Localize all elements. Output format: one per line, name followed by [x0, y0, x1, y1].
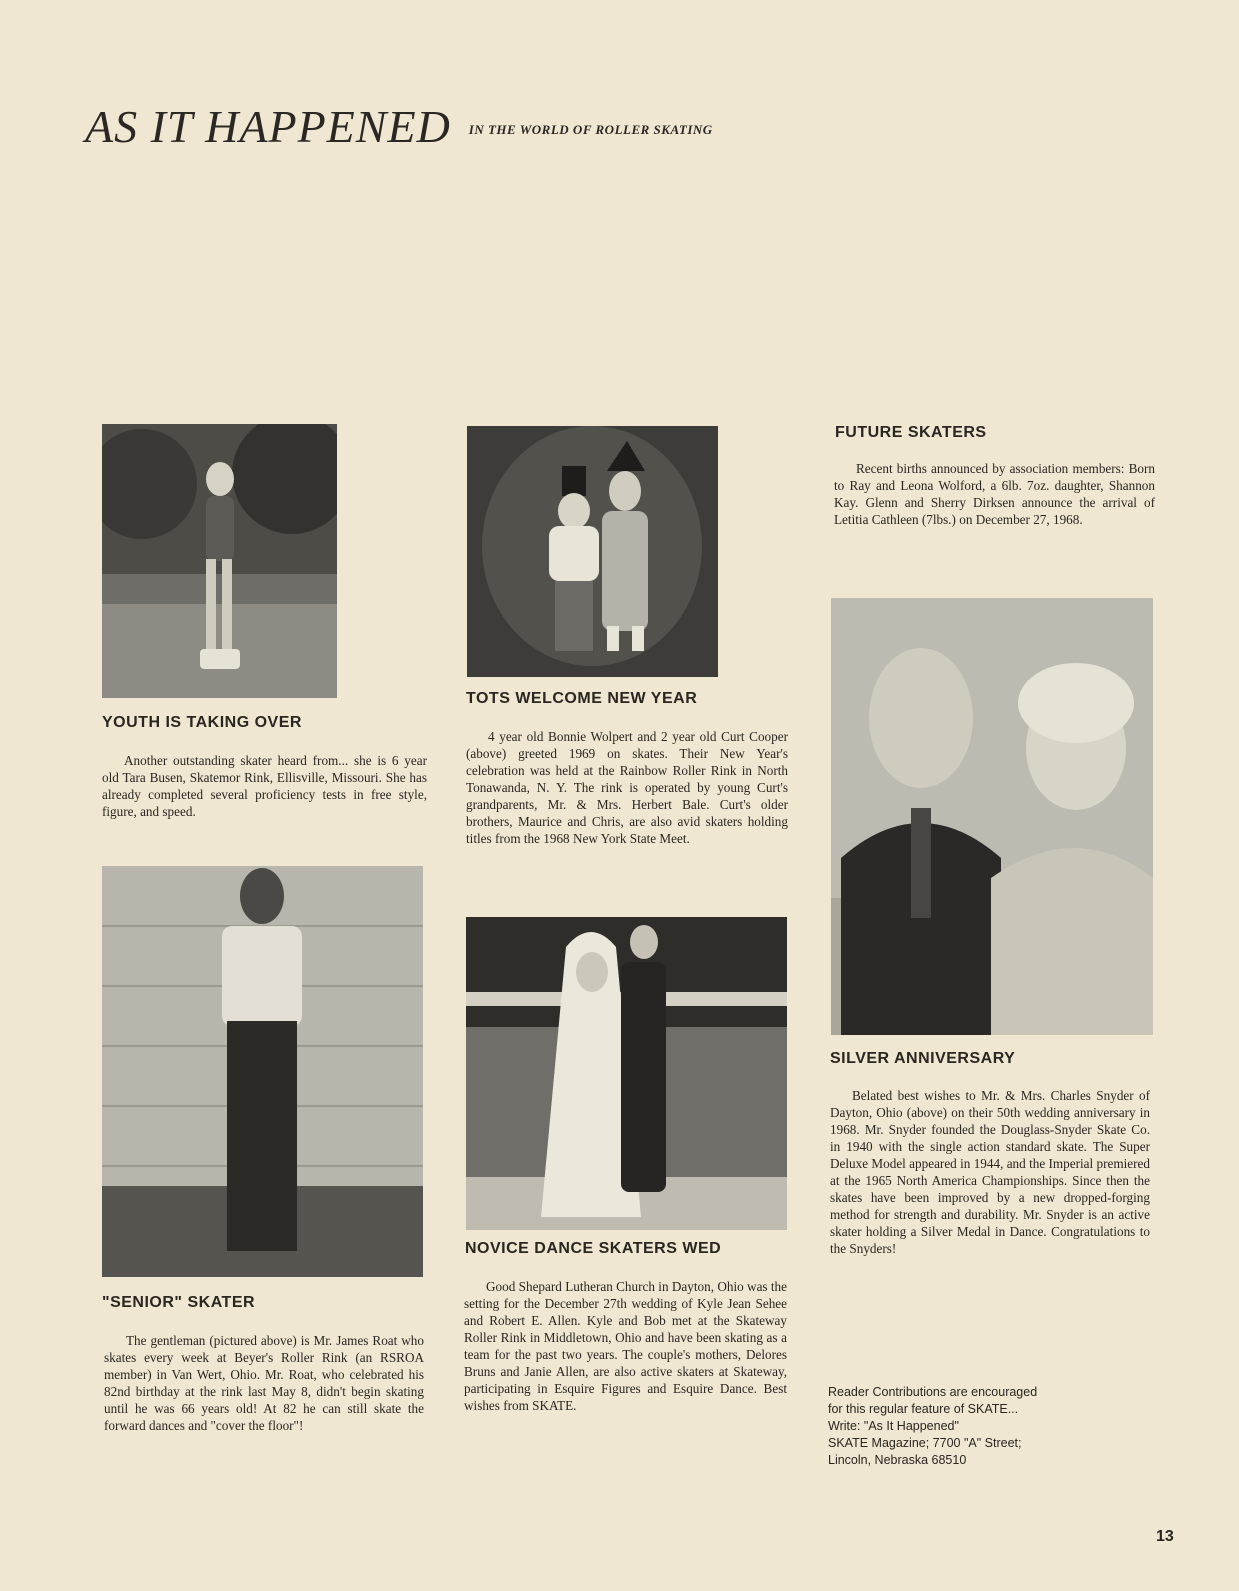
- heading-silver: SILVER ANNIVERSARY: [830, 1050, 1016, 1067]
- masthead: [85, 100, 713, 153]
- heading-tots: TOTS WELCOME NEW YEAR: [466, 690, 698, 707]
- photo-snyder-couple: [831, 598, 1153, 1035]
- body-tots: 4 year old Bonnie Wolpert and 2 year old Curt Cooper (above) greeted 1969 on skates. Their New Year's celebration was held at the Rainbow Roller Rink in North Tonawanda, N. Y. The rink is operated by young Curt's grandparents, Mr. & Mrs. Herbert Bale. Curt's older brothers, Maurice and Chris, are also avid skaters holding titles from the 1968 New York State Meet.: [466, 729, 788, 846]
- contrib-line-1: Reader Contributions are encouraged: [828, 1385, 1038, 1399]
- contrib-line-2: for this regular feature of SKATE...: [828, 1402, 1019, 1416]
- body-wed: Good Shepard Lutheran Church in Dayton, Ohio was the setting for the December 27th wedding of Kyle Jean Sehee and Robert E. Allen. Kyle and Bob met at the Skateway Roller Rink in Middletown, Ohio and have been skating as a team for the past two years. The couple's mothers, Delores Bruns and Janie Allen, are also active skaters at Skateway, participating in Esquire Figures and Esquire Dance. Best wishes from SKATE.: [464, 1279, 787, 1413]
- heading-future: FUTURE SKATERS: [835, 424, 987, 441]
- contrib-line-3: Write: "As It Happened": [828, 1419, 959, 1433]
- page-title: AS IT HAPPENED: [85, 101, 451, 152]
- photo-wedding: [466, 917, 787, 1230]
- contrib-line-5: Lincoln, Nebraska 68510: [828, 1453, 967, 1467]
- body-senior: The gentleman (pictured above) is Mr. James Roat who skates every week at Beyer's Roller Rink (an RSROA member) in Van Wert, Ohio. Mr. Roat, who celebrated his 82nd birthday at the rink last May 8, didn't begin skating until he was 66 years old! At 82 he can still skate the forward dances and "cover the floor"!: [104, 1333, 424, 1433]
- heading-youth: YOUTH IS TAKING OVER: [102, 714, 302, 731]
- page-number: 13: [1156, 1528, 1174, 1545]
- body-silver: Belated best wishes to Mr. & Mrs. Charles Snyder of Dayton, Ohio (above) on their 50th wedding anniversary in 1968. Mr. Snyder founded the Douglass-Snyder Skate Co. in 1940 with the single action standard skate. The Super Deluxe Model appeared in 1944, and the Imperial premiered at the 1965 North America Championships. Since then the skates have been improved by a new dropped-forging method for strength and durability. Mr. Snyder is an active skater holding a Silver Medal in Dance. Congratulations to the Snyders!: [830, 1088, 1150, 1256]
- body-youth: Another outstanding skater heard from... she is 6 year old Tara Busen, Skatemor Rink, Ellisville, Missouri. She has already completed several proficiency tests in free style, figure, and speed.: [102, 753, 427, 819]
- photo-tots: [467, 426, 718, 677]
- body-future: Recent births announced by association members: Born to Ray and Leona Wolford, a 6lb. 7oz. daughter, Shannon Kay. Glenn and Sherry Dirksen announce the arrival of Letitia Cathleen (7lbs.) on December 27, 1968.: [834, 461, 1155, 527]
- heading-senior: "SENIOR" SKATER: [102, 1294, 256, 1311]
- reader-contributions-note: [828, 1384, 1128, 1469]
- photo-senior-skater: [102, 866, 423, 1277]
- photo-girl-skater: [102, 424, 337, 698]
- page-subtitle: IN THE WORLD OF ROLLER SKATING: [468, 122, 713, 137]
- contrib-line-4: SKATE Magazine; 7700 "A" Street;: [828, 1436, 1022, 1450]
- heading-wed: NOVICE DANCE SKATERS WED: [465, 1240, 722, 1257]
